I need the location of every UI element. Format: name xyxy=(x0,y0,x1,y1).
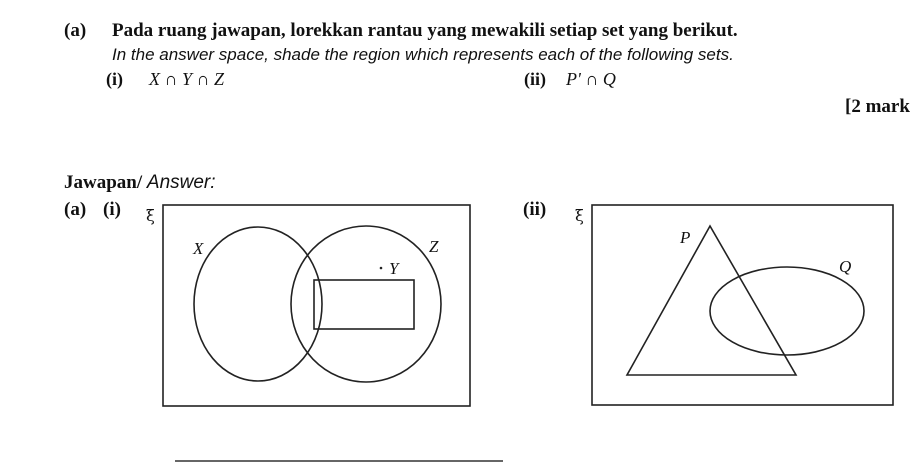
set-q-ellipse[interactable] xyxy=(710,267,864,355)
set-p-label: P xyxy=(680,228,691,247)
part-i-expression: X ∩ Y ∩ Z xyxy=(149,69,225,89)
set-y-dot xyxy=(380,267,383,270)
set-x-circle[interactable] xyxy=(194,227,322,381)
universal-set-box-i[interactable] xyxy=(163,205,470,406)
instruction-malay: Pada ruang jawapan, lorekkan rantau yang mewakili setiap set yang berikut. xyxy=(112,20,738,41)
part-i-number: (i) xyxy=(106,69,123,89)
question-label: (a) xyxy=(64,20,87,41)
answer-heading-malay: Jawapan/ xyxy=(64,172,143,193)
universal-symbol-i: ξ xyxy=(146,206,155,225)
set-x-label: X xyxy=(193,239,204,258)
part-ii-expression: P' ∩ Q xyxy=(566,69,616,89)
part-ii-number: (ii) xyxy=(524,69,546,89)
marks-label: [2 mark xyxy=(845,96,910,117)
set-y-rectangle[interactable] xyxy=(314,280,414,329)
answer-part-ii-label: (ii) xyxy=(523,199,547,220)
set-z-label: Z xyxy=(429,237,439,256)
set-q-label: Q xyxy=(839,257,852,276)
answer-part-a-label: (a) xyxy=(64,199,87,220)
set-y-label: Y xyxy=(389,259,399,278)
answer-heading-english: Answer: xyxy=(146,172,216,193)
universal-symbol-ii: ξ xyxy=(575,206,584,225)
instruction-english: In the answer space, shade the region which represents each of the following sets. xyxy=(112,45,734,64)
answer-part-i-label: (i) xyxy=(103,199,121,220)
